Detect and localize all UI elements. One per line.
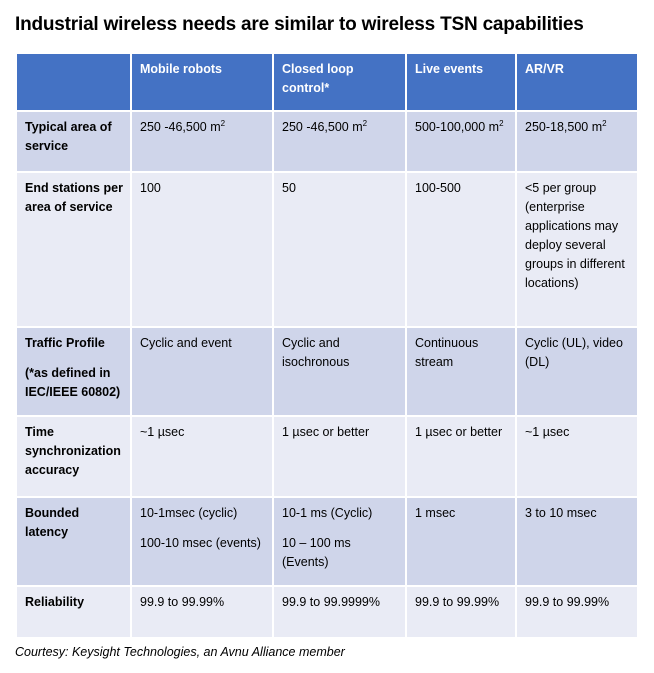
table-row-area [16, 111, 638, 172]
row-label-traffic [16, 327, 131, 416]
sync-mobile-robots: ~1 µsec [131, 416, 273, 497]
header-live-events: Live events [406, 53, 516, 111]
table-row-stations [16, 172, 638, 327]
area-mobile-robots: 250 -46,500 $m^2$ [131, 111, 273, 172]
latency-live-events: 1 msec [406, 497, 516, 586]
area-closed-loop: 250 -46,500 $m^2$ [273, 111, 406, 172]
area-live-events: 500-100,000 $m^2$ [406, 111, 516, 172]
reliability-live-events: 99.9 to 99.99% [406, 586, 516, 638]
latency-mobile-robots: 10-1msec (cyclic) 100-10 msec (events) [131, 497, 273, 586]
traffic-live-events: Continuous stream [406, 327, 516, 416]
stations-mobile-robots: 100 [131, 172, 273, 327]
sync-ar-vr: ~1 µsec [516, 416, 638, 497]
courtesy-footer: Courtesy: Keysight Technologies, an Avnu Alliance member [15, 645, 345, 659]
row-label-latency: Bounded latency [16, 497, 131, 586]
header-closed-loop-control: Closed loop control* [273, 53, 406, 111]
row-label-area: Typical area of service [16, 111, 131, 172]
traffic-mobile-robots: Cyclic and event [131, 327, 273, 416]
stations-live-events: 100-500 [406, 172, 516, 327]
table-row-traffic [16, 327, 638, 416]
table-row-latency [16, 497, 638, 586]
row-label-reliability: Reliability [16, 586, 131, 638]
page-title: Industrial wireless needs are similar to wireless TSN capabilities [15, 14, 584, 35]
header-row [16, 53, 638, 111]
traffic-note: (*as defined in IEC/IEEE 60802) [25, 366, 121, 399]
header-mobile-robots: Mobile robots [131, 53, 273, 111]
reliability-mobile-robots: 99.9 to 99.99% [131, 586, 273, 638]
sync-closed-loop: 1 µsec or better [273, 416, 406, 497]
traffic-label: Traffic Profile [25, 336, 105, 350]
area-ar-vr: 250-18,500 $m^2$ [516, 111, 638, 172]
header-ar-vr: AR/VR [516, 53, 638, 111]
reliability-closed-loop: 99.9 to 99.9999% [273, 586, 406, 638]
stations-closed-loop: 50 [273, 172, 406, 327]
table-row-reliability [16, 586, 638, 638]
header-cell-empty [16, 53, 131, 111]
stations-ar-vr: <5 per group (enterprise applications may deploy several groups in different locations) [516, 172, 638, 327]
row-label-sync: Time synchronization accuracy [16, 416, 131, 497]
latency-closed-loop: 10-1 ms (Cyclic) 10 – 100 ms (Events) [273, 497, 406, 586]
traffic-ar-vr: Cyclic (UL), video (DL) [516, 327, 638, 416]
row-label-stations: End stations per area of service [16, 172, 131, 327]
traffic-closed-loop: Cyclic and isochronous [273, 327, 406, 416]
sync-live-events: 1 µsec or better [406, 416, 516, 497]
latency-ar-vr: 3 to 10 msec [516, 497, 638, 586]
table-row-sync [16, 416, 638, 497]
capabilities-table [15, 52, 639, 639]
reliability-ar-vr: 99.9 to 99.99% [516, 586, 638, 638]
